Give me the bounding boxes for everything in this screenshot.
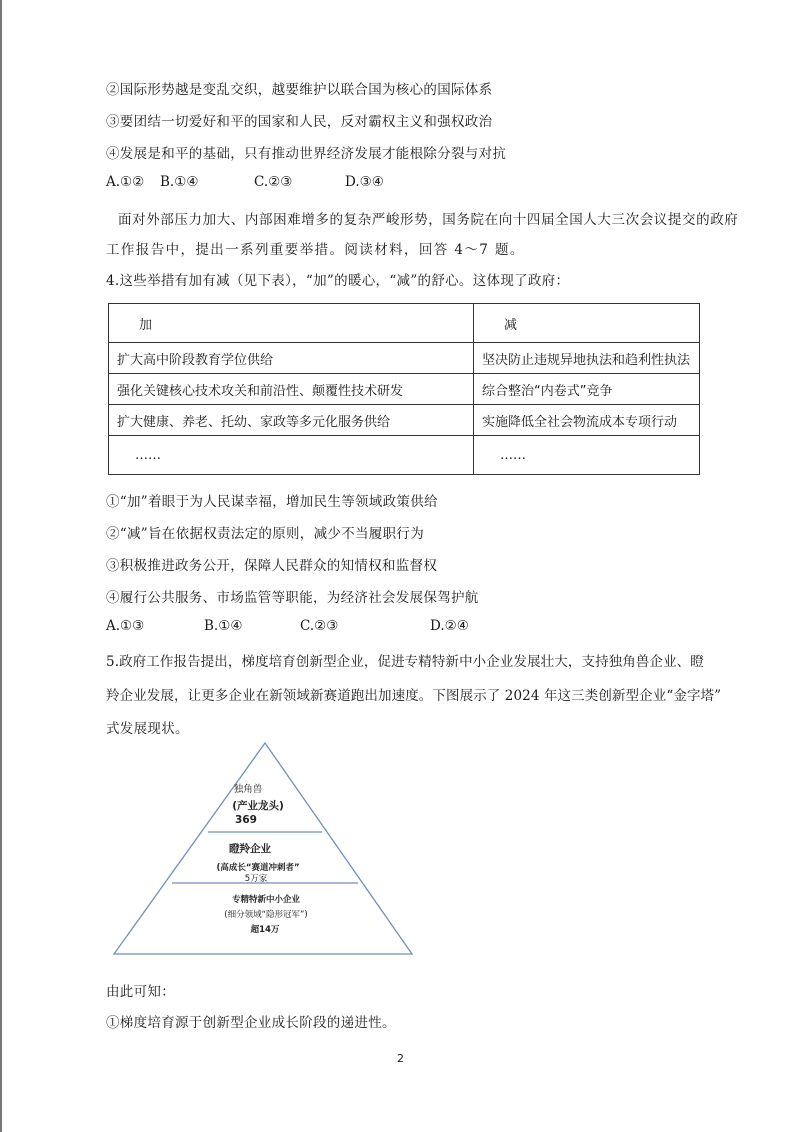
pyramid-mid-desc: (高成长“赛道冲刺者” [216, 863, 300, 873]
q3-option-3: ③要团结一切爱好和平的国家和人民，反对霸权主义和强权政治 [106, 114, 493, 130]
table-row [109, 343, 700, 374]
q4-choice-b: B.①④ [204, 618, 243, 634]
table-row [109, 436, 700, 475]
table-cell: 综合整治“内卷式”竞争 [474, 374, 700, 405]
page-left-border [0, 0, 2, 1132]
table-cell: 坚决防止违规异地执法和趋利性执法 [474, 343, 700, 374]
q4-option-1: ①“加”着眼于为人民谋幸福，增加民生等领域政策供给 [106, 494, 438, 510]
table-row [109, 374, 700, 405]
pyramid-top-desc: (产业龙头) [232, 800, 284, 812]
q5-option-1: ①梯度培育源于创新型企业成长阶段的递进性。 [106, 1015, 396, 1031]
material-line-1: 面对外部压力加大、内部困难增多的复杂严峻形势，国务院在向十四届全国人大三次会议提交的政府 [118, 212, 739, 228]
pyramid-base-name: 专精特新中小企业 [231, 895, 301, 905]
table-cell: 实施降低全社会物流成本专项行动 [474, 405, 700, 436]
q5-conclusion-lead: 由此可知： [106, 984, 175, 1000]
table-row [109, 405, 700, 436]
q4-choice-d: D.②④ [430, 618, 469, 634]
table-header-add: 加 [109, 304, 474, 343]
q5-line-3: 式发展现状。 [106, 721, 189, 737]
pyramid-top-name: 独角兽 [233, 784, 263, 795]
pyramid-top-count: 369 [235, 814, 257, 826]
table-cell: 扩大高中阶段教育学位供给 [109, 343, 474, 374]
q4-measures-table [108, 303, 700, 475]
table-cell: 强化关键核心技术攻关和前沿性、颠覆性技术研发 [109, 374, 474, 405]
q3-option-4: ④发展是和平的基础，只有推动世界经济发展才能根除分裂与对抗 [106, 146, 507, 162]
q3-choice-c: C.②③ [254, 174, 293, 190]
innovation-pyramid-diagram [108, 740, 418, 960]
table-cell: …… [109, 436, 474, 475]
material-line-2: 工作报告中，提出一系列重要举措。阅读材料，回答 4～7 题。 [106, 242, 525, 258]
q4-choice-a: A.①③ [106, 618, 145, 634]
pyramid-mid-count: 5万家 [244, 874, 268, 884]
q4-choice-c: C.②③ [300, 618, 339, 634]
q3-choice-b: B.①④ [160, 174, 199, 190]
page-number: 2 [397, 1052, 404, 1065]
q3-choice-a: A.①② [106, 174, 145, 190]
table-header-row [109, 304, 700, 343]
table-cell: …… [474, 436, 700, 475]
q3-option-2: ②国际形势越是变乱交织，越要维护以联合国为核心的国际体系 [106, 82, 493, 98]
q4-option-3: ③积极推进政务公开，保障人民群众的知情权和监督权 [106, 558, 438, 574]
table-cell: 扩大健康、养老、托幼、家政等多元化服务供给 [109, 405, 474, 436]
pyramid-base-desc: (细分领域“隐形冠军”) [224, 910, 308, 920]
q4-option-2: ②“减”旨在依据权责法定的原则，减少不当履职行为 [106, 526, 425, 542]
pyramid-base-count: 超14万 [250, 925, 280, 935]
pyramid-mid-name: 瞪羚企业 [229, 843, 271, 855]
q4-option-4: ④履行公共服务、市场监管等职能，为经济社会发展保驾护航 [106, 590, 479, 606]
q3-choice-d: D.③④ [345, 174, 384, 190]
table-header-reduce: 减 [474, 304, 700, 343]
q4-stem: 4.这些举措有加有减（见下表），“加”的暖心，“减”的舒心。这体现了政府： [106, 273, 570, 289]
q5-line-2: 羚企业发展，让更多企业在新领域新赛道跑出加速度。下图展示了 2024 年这三类创新型企业“金字塔” [106, 688, 722, 704]
q5-line-1: 5.政府工作报告提出，梯度培育创新型企业，促进专精特新中小企业发展壮大，支持独角兽企业、瞪 [106, 654, 704, 670]
